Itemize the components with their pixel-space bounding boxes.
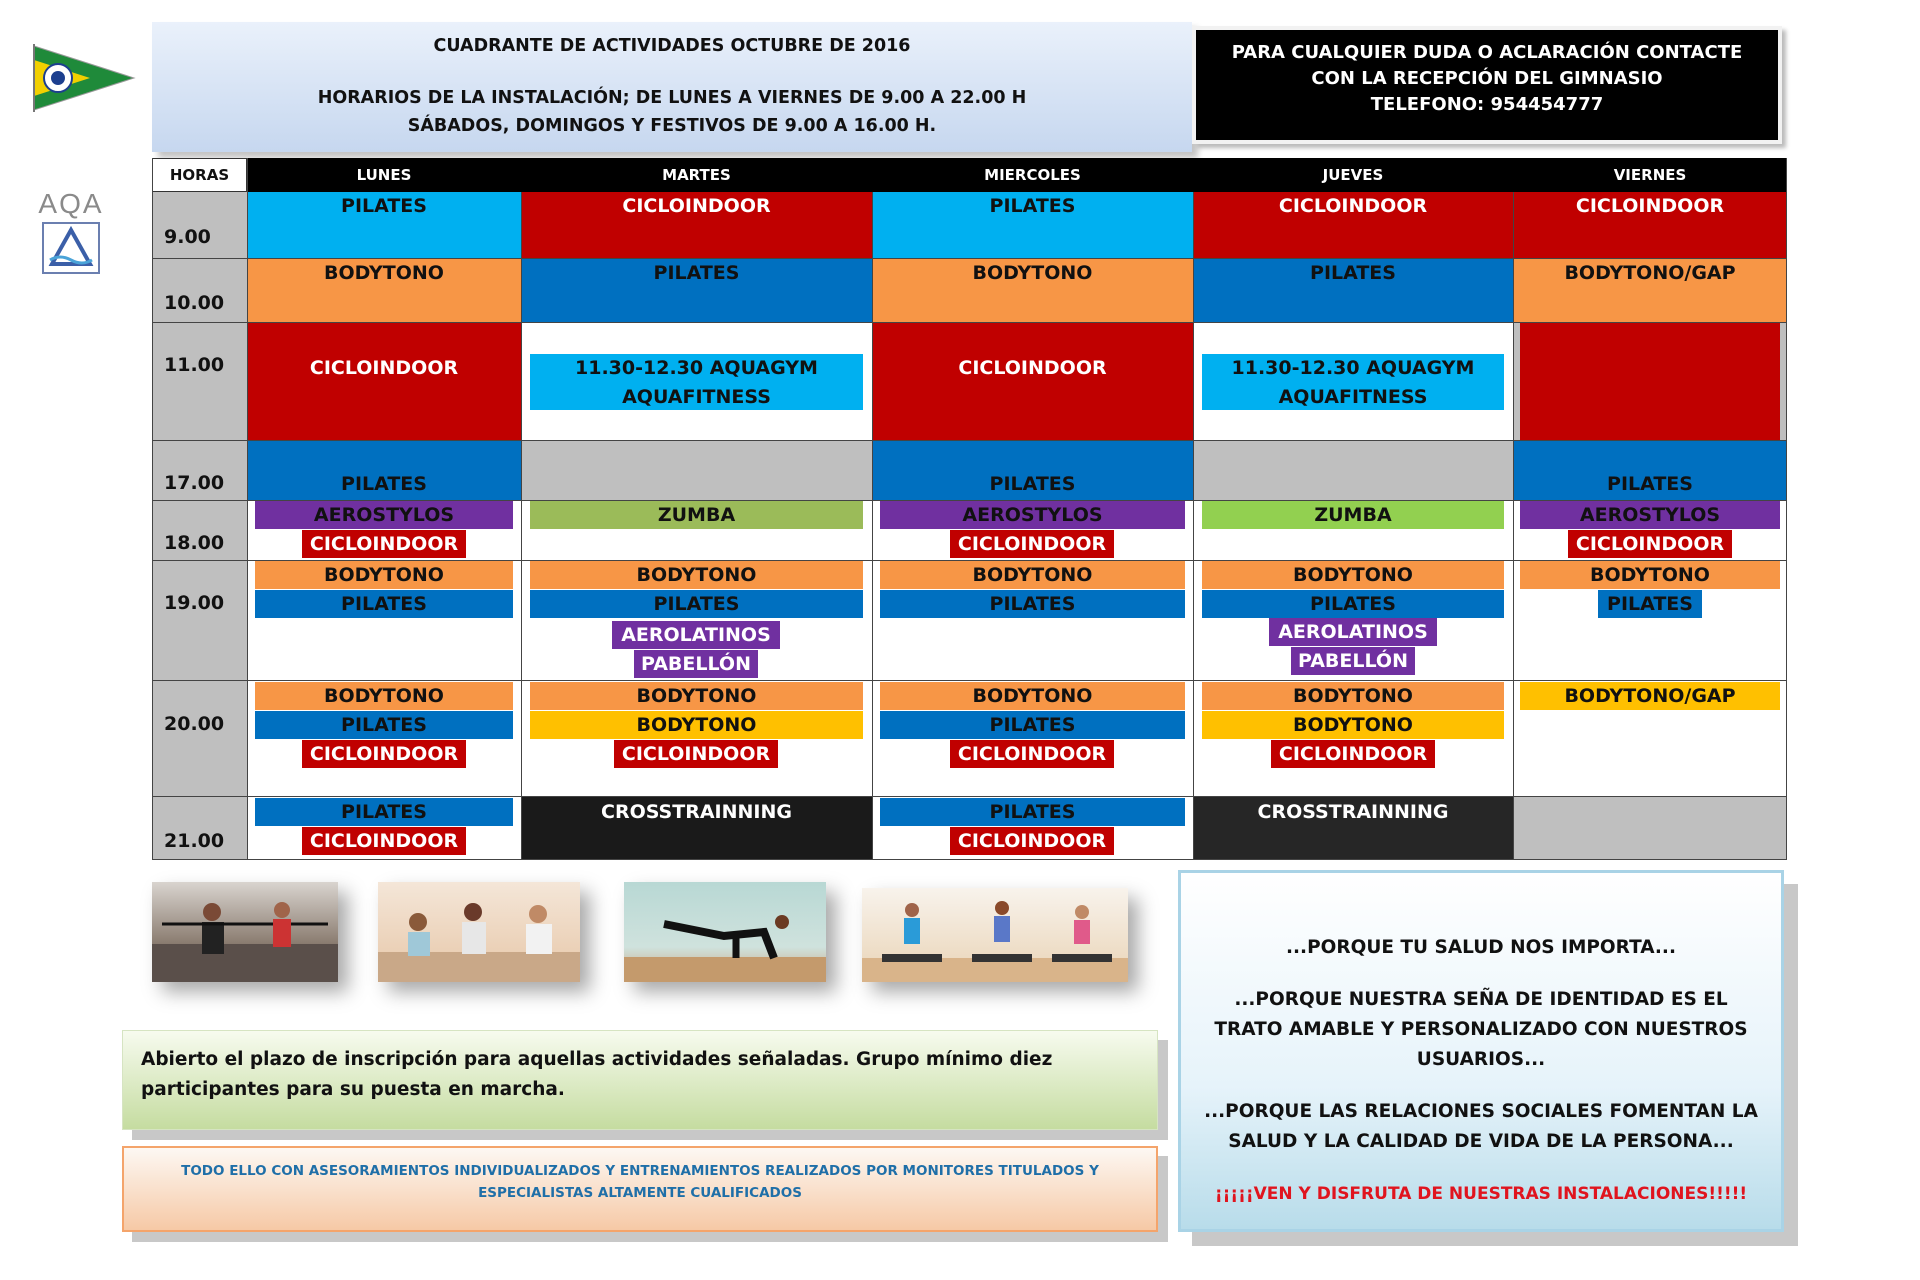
class-label: AEROSTYLOS (313, 504, 455, 526)
class-label: BODYTONO (1293, 685, 1413, 707)
corner-label: HORAS (169, 166, 230, 184)
class-label: AEROSTYLOS (1579, 504, 1721, 526)
class-label: BODYTONO (972, 262, 1093, 284)
class-label: AEROSTYLOS (962, 504, 1103, 526)
motto-panel (1178, 870, 1784, 1232)
hours-line-2: SÁBADOS, DOMINGOS Y FESTIVOS DE 9.00 A 16.00 H. (407, 116, 937, 136)
hours-line-1: HORARIOS DE LA INSTALACIÓN; DE LUNES A VIERNES DE 9.00 A 22.00 H (317, 88, 1027, 108)
class-label: BODYTONO (972, 564, 1093, 586)
class-label: PILATES (653, 262, 740, 284)
hour-label: 21.00 (164, 830, 225, 852)
day-header-thursday: JUEVES (1322, 166, 1384, 184)
class-label: PILATES (341, 593, 427, 615)
class-label: AQUAFITNESS (1278, 386, 1428, 408)
class-label: BODYTONO (324, 262, 444, 284)
photo-yoga-pose (624, 882, 826, 982)
motto-line: SALUD Y LA CALIDAD DE VIDA DE LA PERSONA... (1228, 1131, 1734, 1152)
hour-label: 10.00 (164, 292, 225, 314)
class-label: CICLOINDOOR (1575, 195, 1725, 217)
slot-thu-17 (1193, 440, 1513, 500)
class-label: PILATES (653, 593, 740, 615)
class-label: PILATES (341, 473, 427, 495)
class-label: CICLOINDOOR (621, 743, 771, 765)
class-label: CICLOINDOOR (1575, 533, 1725, 555)
day-header-wednesday: MIERCOLES (984, 166, 1081, 184)
class-label: BODYTONO (1590, 564, 1710, 586)
grid-line (152, 158, 153, 860)
grid-line (152, 796, 1787, 797)
class-label: PABELLÓN (641, 653, 751, 675)
corner-header (152, 158, 247, 192)
grid-line (152, 560, 1787, 561)
header-panel (152, 22, 1192, 152)
grid-line (152, 859, 1787, 860)
class-label: ZUMBA (657, 504, 736, 526)
class-label: PILATES (1310, 262, 1396, 284)
club-flag-logo (30, 40, 140, 112)
class-label: BODYTONO (1293, 564, 1413, 586)
hour-label: 20.00 (164, 713, 225, 735)
contact-line-2: CON LA RECEPCIÓN DEL GIMNASIO (1311, 68, 1663, 89)
day-header-tuesday: MARTES (662, 166, 731, 184)
class-label: CICLOINDOOR (309, 357, 459, 379)
class-label: BODYTONO (636, 714, 757, 736)
hour-label: 19.00 (164, 592, 225, 614)
schedule-table (152, 158, 1787, 860)
hour-label: 18.00 (164, 532, 225, 554)
class-label: BODYTONO/GAP (1564, 685, 1736, 707)
contact-panel (1192, 26, 1782, 144)
motto-line: TRATO AMABLE Y PERSONALIZADO CON NUESTROS (1214, 1019, 1748, 1040)
class-label: CROSSTRAINNING (601, 801, 792, 823)
class-label: BODYTONO (1293, 714, 1413, 736)
advice-line-2: ESPECIALISTAS ALTAMENTE CUALIFICADOS (478, 1185, 802, 1201)
grid-line (152, 680, 1787, 681)
class-label: CICLOINDOOR (309, 533, 459, 555)
motto-line: ...PORQUE NUESTRA SEÑA DE IDENTIDAD ES EL (1234, 989, 1728, 1010)
inscription-line-2: participantes para su puesta en marcha. (141, 1079, 565, 1100)
advice-line-1: TODO ELLO CON ASESORAMIENTOS INDIVIDUALIZADOS Y ENTRENAMIENTOS REALIZADOS POR MONITORES TITULADOS Y (181, 1163, 1099, 1179)
advice-notice (122, 1146, 1158, 1232)
class-label: PILATES (1310, 593, 1396, 615)
class-label: PILATES (341, 714, 427, 736)
grid-line (152, 500, 1787, 501)
grid-line (1513, 192, 1514, 860)
contact-line-1: PARA CUALQUIER DUDA O ACLARACIÓN CONTACTE (1231, 42, 1743, 63)
grid-line (152, 440, 1787, 441)
class-label: BODYTONO (324, 564, 444, 586)
grid-line (152, 322, 1787, 323)
class-label: CICLOINDOOR (957, 533, 1107, 555)
slot-fri-11-red (1520, 322, 1780, 440)
grid-line (872, 192, 873, 860)
contact-phone: TELEFONO: 954454777 (1370, 94, 1604, 115)
hour-label: 9.00 (164, 226, 211, 248)
class-label: AEROLATINOS (1278, 621, 1428, 643)
class-label: 11.30-12.30 AQUAGYM (1231, 357, 1475, 379)
hour-label: 17.00 (164, 472, 225, 494)
class-label: PILATES (989, 195, 1076, 217)
day-header-friday: VIERNES (1613, 166, 1687, 184)
class-label: CICLOINDOOR (309, 830, 459, 852)
grid-line (247, 158, 248, 860)
photo-pilates-group (378, 882, 580, 982)
class-label: CICLOINDOOR (1278, 743, 1428, 765)
class-label: AQUAFITNESS (622, 386, 771, 408)
grid-line (1193, 192, 1194, 860)
page-title: CUADRANTE DE ACTIVIDADES OCTUBRE DE 2016 (433, 36, 911, 56)
motto-line: ...PORQUE LAS RELACIONES SOCIALES FOMENTAN LA (1204, 1101, 1758, 1122)
class-label: PILATES (989, 473, 1076, 495)
class-label: PILATES (989, 593, 1076, 615)
class-label: BODYTONO (636, 564, 757, 586)
grid-line (1786, 158, 1787, 860)
class-label: CICLOINDOOR (1278, 195, 1428, 217)
motto-line: ...PORQUE TU SALUD NOS IMPORTA... (1285, 937, 1676, 958)
class-label: PILATES (1607, 593, 1693, 615)
class-label: CICLOINDOOR (957, 743, 1107, 765)
class-label: CICLOINDOOR (622, 195, 771, 217)
class-label: 11.30-12.30 AQUAGYM (575, 357, 818, 379)
motto-cta: ¡¡¡¡¡VEN Y DISFRUTA DE NUESTRAS INSTALACIONES!!!!! (1214, 1184, 1748, 1204)
slot-fri-21 (1513, 796, 1787, 860)
class-label: PILATES (341, 801, 427, 823)
class-label: CROSSTRAINNING (1257, 801, 1449, 823)
hour-label: 11.00 (164, 354, 225, 376)
class-label: ZUMBA (1314, 504, 1392, 526)
grid-line (152, 258, 1787, 259)
class-label: PABELLÓN (1298, 650, 1408, 672)
aqa-logo-text: AQA (38, 188, 104, 219)
photo-step-class (862, 888, 1128, 982)
class-label: CICLOINDOOR (957, 830, 1107, 852)
inscription-line-1: Abierto el plazo de inscripción para aquellas actividades señaladas. Grupo mínimo diez (141, 1049, 1053, 1070)
class-label: PILATES (989, 714, 1076, 736)
class-label: CICLOINDOOR (958, 357, 1107, 379)
day-header-monday: LUNES (356, 166, 412, 184)
class-label: BODYTONO/GAP (1564, 262, 1736, 284)
class-label: AEROLATINOS (621, 624, 771, 646)
class-label: PILATES (1607, 473, 1693, 495)
grid-line (521, 192, 522, 860)
motto-line: USUARIOS... (1416, 1049, 1546, 1070)
inscription-notice (122, 1030, 1158, 1130)
class-label: PILATES (341, 195, 427, 217)
class-label: CICLOINDOOR (309, 743, 459, 765)
class-label: PILATES (989, 801, 1076, 823)
aqa-emblem-icon (42, 222, 100, 274)
class-label: BODYTONO (972, 685, 1093, 707)
class-label: BODYTONO (636, 685, 757, 707)
class-label: BODYTONO (324, 685, 444, 707)
slot-tue-17 (521, 440, 872, 500)
photo-weightlifting (152, 882, 338, 982)
aqa-logo (36, 188, 106, 278)
